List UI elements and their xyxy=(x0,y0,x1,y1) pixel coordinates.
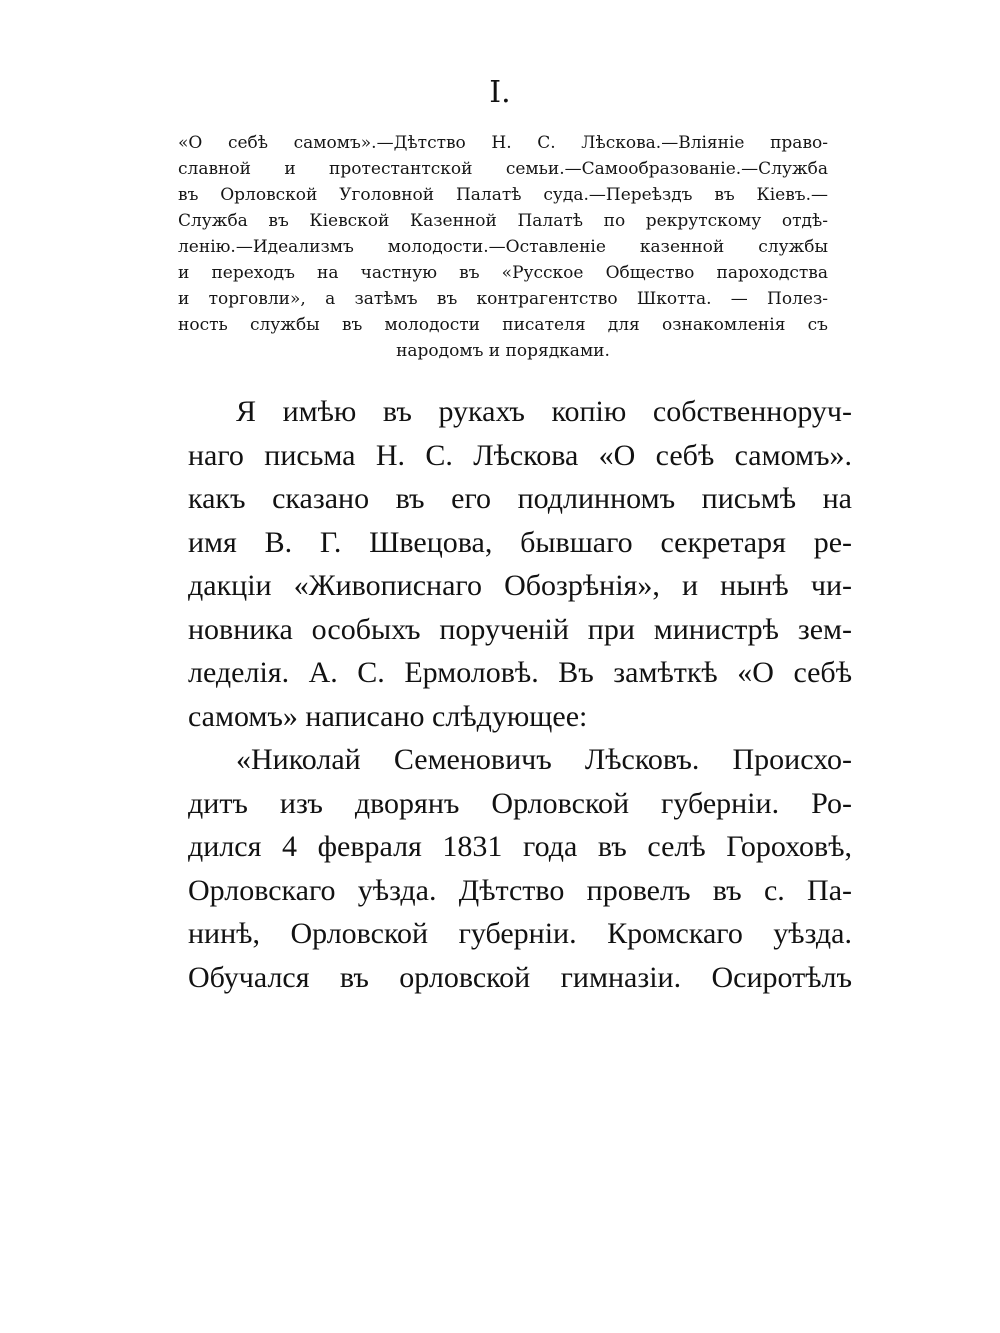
summary-line: Служба въ Кіевской Казенной Палатѣ по рекрутскому отдѣ- xyxy=(178,211,828,231)
body-line: дакціи «Живописнаго Обозрѣнія», и нынѣ чи- xyxy=(188,569,852,602)
chapter-summary xyxy=(178,130,828,364)
body-line: Орловскаго уѣзда. Дѣтство провелъ въ с. Па- xyxy=(188,873,852,907)
body-line: нинѣ, Орловской губерніи. Кромскаго уѣзда. xyxy=(188,917,852,950)
summary-line: и переходъ на частную въ «Русское Общество пароходства xyxy=(178,263,828,283)
summary-line: ленію.—Идеализмъ молодости.—Оставленіе казенной службы xyxy=(178,237,828,257)
summary-line: «О себѣ самомъ».—Дѣтство Н. С. Лѣскова.—Вліяніе право- xyxy=(178,133,828,153)
body-line: дился 4 февраля 1831 года въ селѣ Гороховѣ, xyxy=(188,830,852,863)
summary-line: въ Орловской Уголовной Палатѣ суда.—Переѣздъ въ Кіевъ.— xyxy=(178,185,828,205)
body-line: Обучался въ орловской гимназіи. Осиротѣлъ xyxy=(188,960,852,994)
body-line: какъ сказано въ его подлинномъ письмѣ на xyxy=(188,482,852,515)
body-line: Я имѣю въ рукахъ копію собственноруч- xyxy=(236,395,852,428)
summary-line: ность службы въ молодости писателя для ознакомленія съ xyxy=(178,315,828,335)
summary-line: народомъ и порядками. xyxy=(396,341,610,361)
summary-line: и торговли», а затѣмъ въ контрагентство Шкотта. — Полез- xyxy=(178,289,828,309)
body-text xyxy=(188,390,852,999)
body-line: леделія. А. С. Ермоловѣ. Въ замѣткѣ «О себѣ xyxy=(188,656,852,689)
chapter-number: I. xyxy=(489,75,511,110)
body-line: «Николай Семеновичъ Лѣсковъ. Происхо- xyxy=(236,743,852,776)
summary-line: славной и протестантской семьи.—Самообразованіе.—Служба xyxy=(178,159,828,179)
body-line: самомъ» написано слѣдующее: xyxy=(188,699,588,733)
body-line: имя В. Г. Швецова, бывшаго секретаря ре- xyxy=(188,525,852,559)
body-line: новника особыхъ порученій при министрѣ зем- xyxy=(188,612,852,646)
body-line: наго письма Н. С. Лѣскова «О себѣ самомъ». xyxy=(188,438,852,472)
body-line: дитъ изъ дворянъ Орловской губерніи. Ро- xyxy=(188,786,852,820)
